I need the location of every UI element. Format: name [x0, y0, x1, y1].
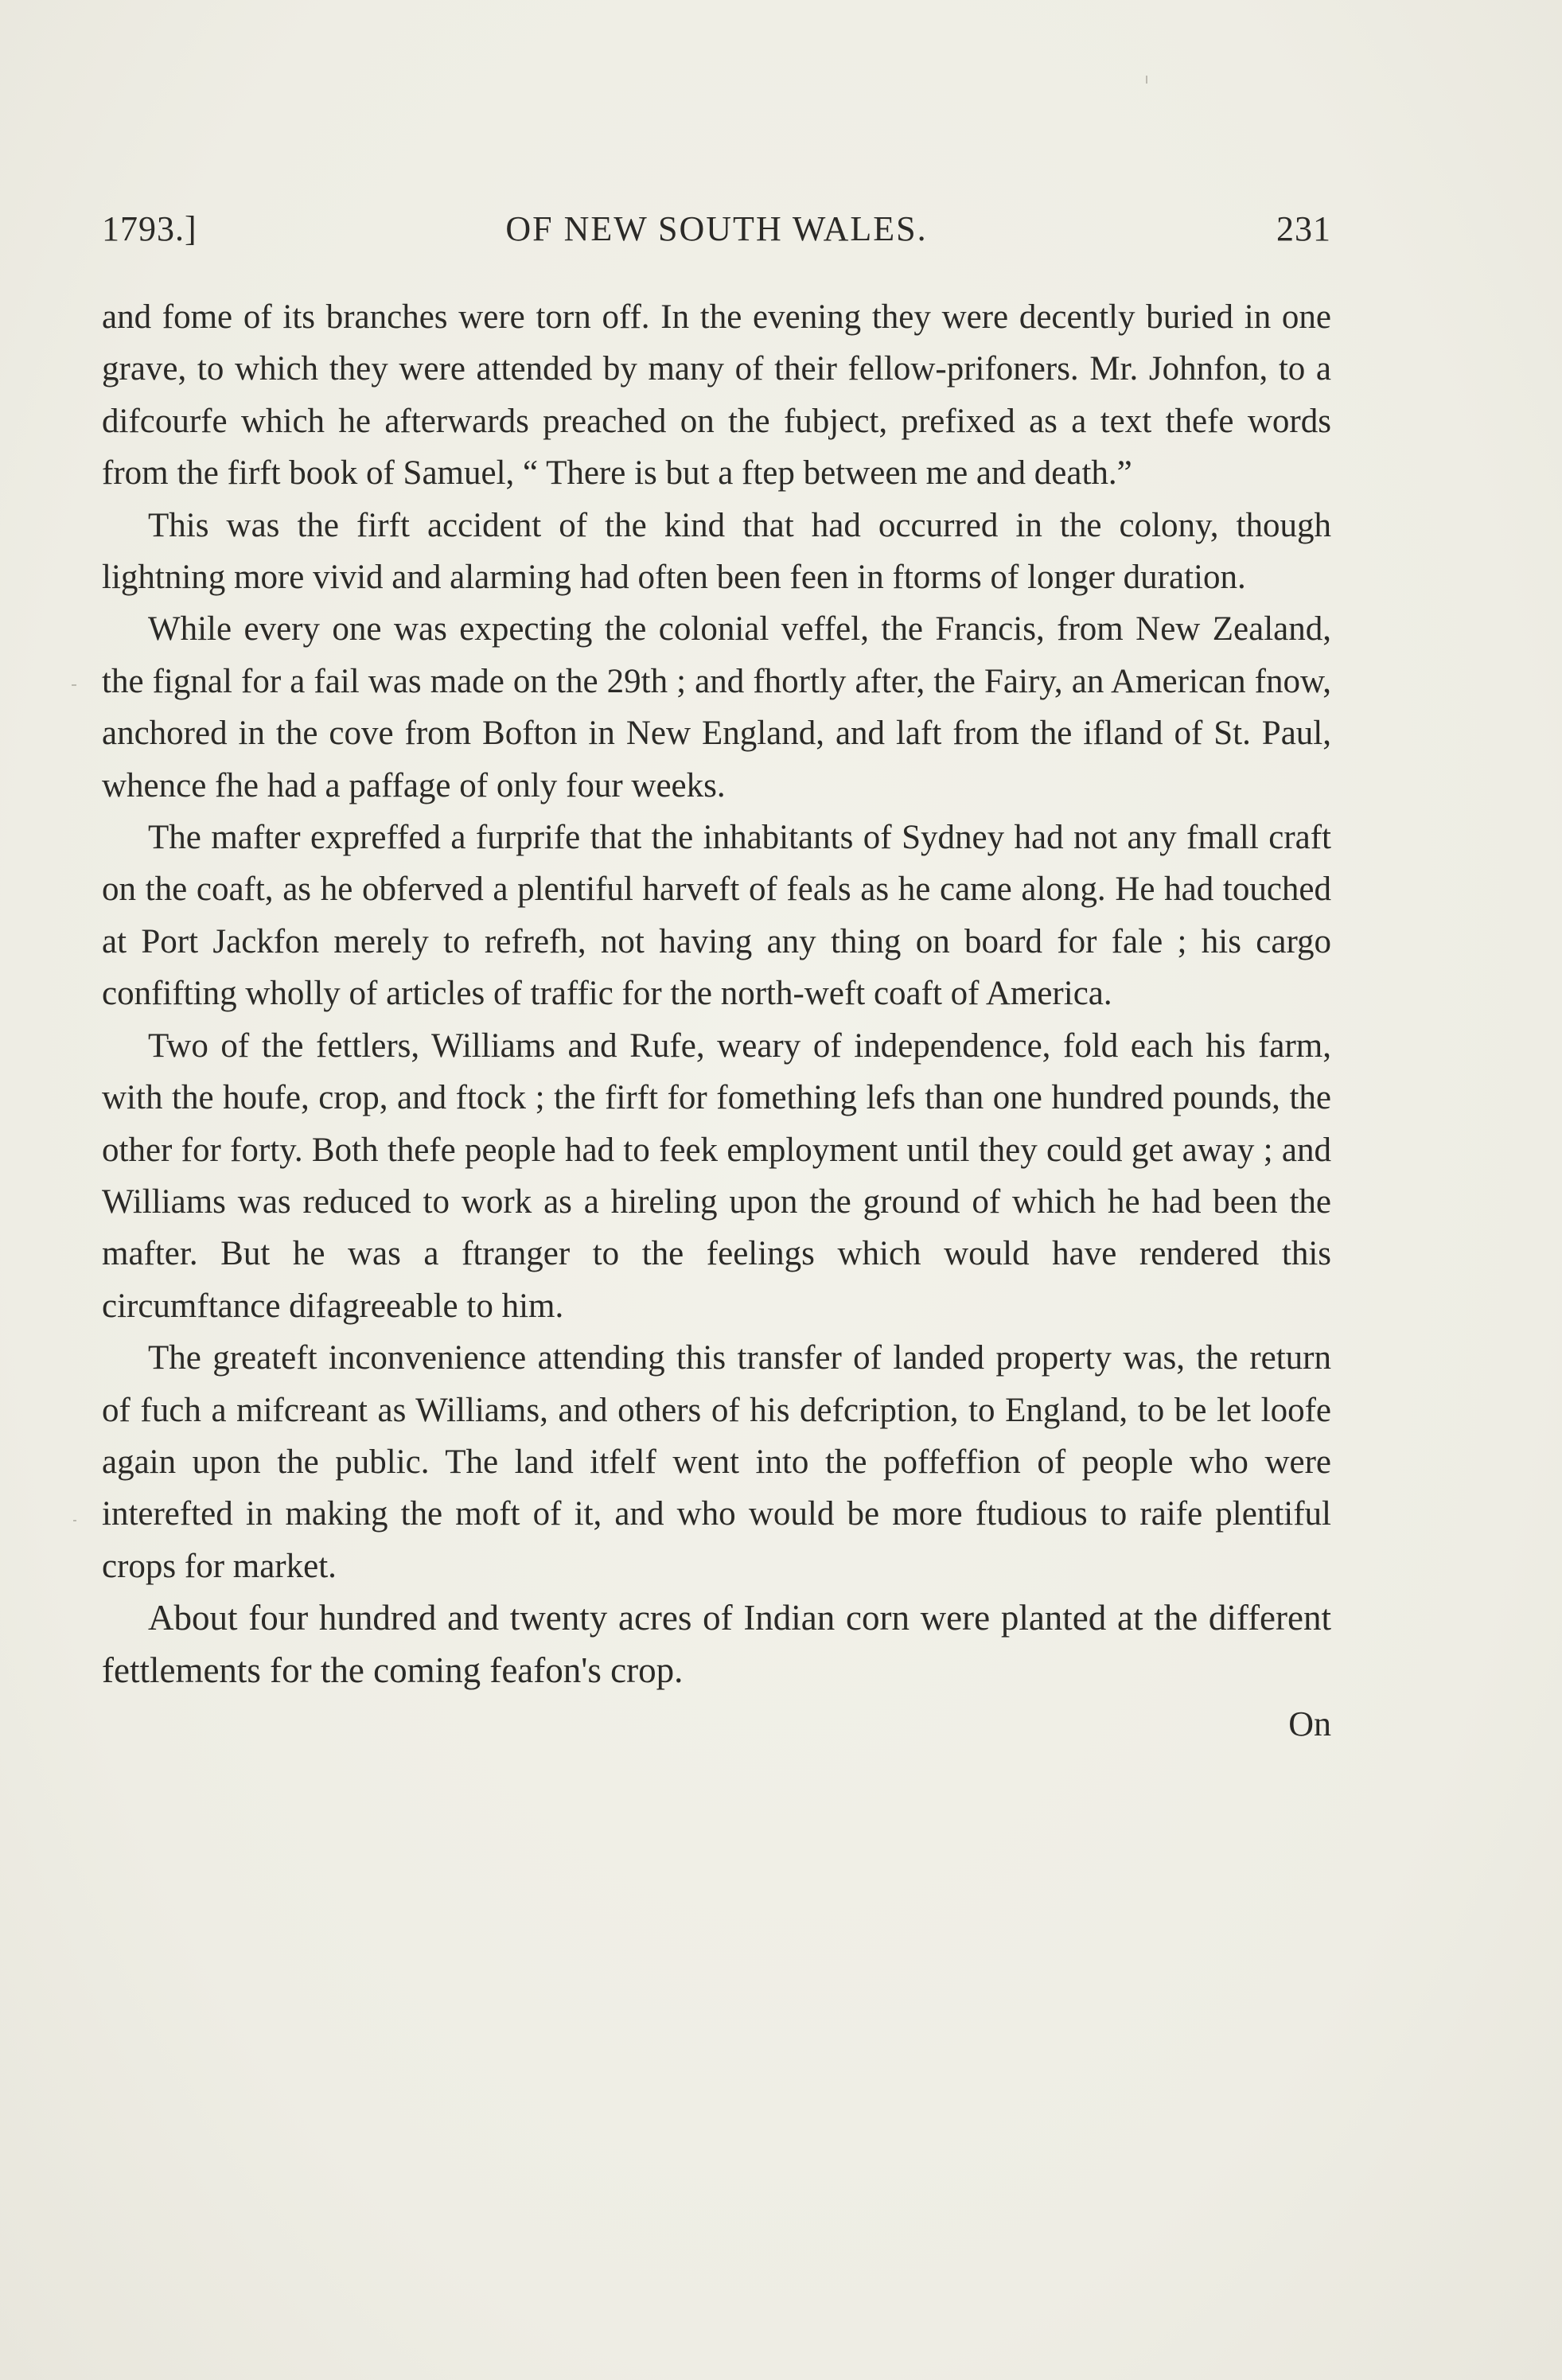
page-number: 231	[1276, 209, 1331, 248]
paper-speck	[72, 684, 76, 686]
paragraph-7: About four hundred and twenty acres of Indian corn were planted at the different fettlements for the coming feafon's crop.	[102, 1598, 1331, 1690]
paragraph-2: This was the firft accident of the kind that had occurred in the colony, though lightning more vivid and alarming had often been feen in ftorms of longer duration.	[102, 506, 1331, 597]
page-header	[102, 208, 1331, 256]
paragraph-5: Two of the fettlers, Williams and Rufe, weary of independence, fold each his farm, with the houfe, crop, and ftock ; the firft for fomething lefs than one hundred pounds, the other for forty. Both thefe people had to feek employment until they could get away ; and Williams was reduced to work as a hireling upon the ground of which he had been the mafter. But he was a ftranger to the feelings which would have rendered this circumftance difagreeable to him.	[102, 1026, 1331, 1325]
paragraph-6: The greateft inconvenience attending this transfer of landed property was, the return of fuch a mifcreant as Williams, and others of his defcription, to England, to be let loofe again upon the public. The land itfelf went into the poffeffion of people who were interefted in making the moft of it, and who would be more ftudious to raife plentiful crops for market.	[102, 1339, 1331, 1585]
paragraph-3: While every one was expecting the colonial veffel, the Francis, from New Zealand, the fignal for a fail was made on the 29th ; and fhortly after, the Fairy, an American fnow, anchored in the cove from Bofton in New England, and laft from the ifland of St. Paul, whence fhe had a paffage of only four weeks.	[102, 610, 1331, 804]
paragraph-1: and fome of its branches were torn off. In the evening they were decently buried in one grave, to which they were attended by many of their fellow-prifoners. Mr. Johnfon, to a difcourfe which he afterwards preached on the fubject, prefixed as a text thefe words from the firft book of Samuel, “ There is but a ftep between me and death.”	[102, 298, 1331, 493]
paper-speck	[1146, 76, 1147, 84]
paper-speck	[73, 1520, 76, 1521]
header-year: 1793.]	[102, 209, 197, 248]
body-text	[102, 291, 1331, 1750]
running-title: OF NEW SOUTH WALES.	[505, 209, 928, 248]
catchword: On	[1288, 1704, 1331, 1743]
paragraph-4: The mafter expreffed a furprife that the inhabitants of Sydney had not any fmall craft on the coaft, as he obferved a plentiful harveft of feals as he came along. He had touched at Port Jackfon merely to refrefh, not having any thing on board for fale ; his cargo confifting wholly of articles of traffic for the north-weft coaft of America.	[102, 819, 1331, 1013]
